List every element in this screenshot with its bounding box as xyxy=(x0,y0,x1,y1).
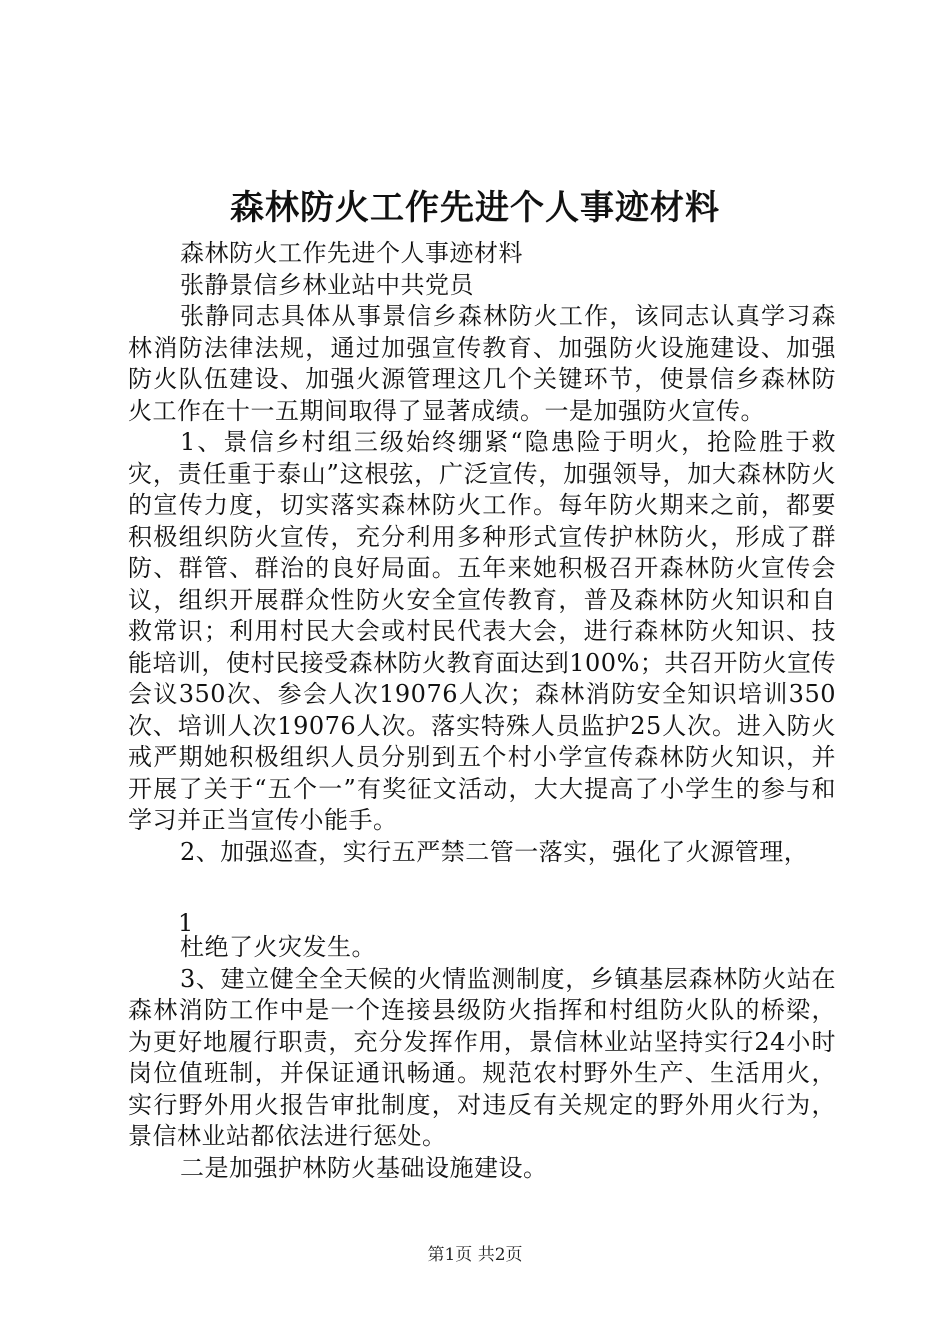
body-text-part2 xyxy=(128,932,836,1184)
paragraph-subtitle: 森林防火工作先进个人事迹材料 xyxy=(180,239,523,267)
paragraph-continuation: 杜绝了火灾发生。 xyxy=(180,933,376,961)
paragraph-author: 张静景信乡林业站中共党员 xyxy=(180,270,474,299)
inline-page-number: 1 xyxy=(178,909,194,937)
body-text-part1 xyxy=(128,238,836,868)
paragraph-section-2: 二是加强护林防火基础设施建设。 xyxy=(180,1153,548,1182)
paragraph-item-3: 3、建立健全全天候的火情监测制度，乡镇基层森林防火站在森林消防工作中是一个连接县级防火指挥和村组防火队的桥梁，为更好地履行职责，充分发挥作用，景信林业站坚持实行24小时岗位值班制，并保证通讯畅通。规范农村野外生产、生活用火，实行野外用火报告审批制度，对违反有关规定的野外用火行为，景信林业站都依法进行惩处。 xyxy=(128,964,836,1150)
paragraph-intro: 张静同志具体从事景信乡森林防火工作，该同志认真学习森林消防法律法规，通过加强宣传教育、加强防火设施建设、加强防火队伍建设、加强火源管理这几个关键环节，使景信乡森林防火工作在十一五期间取得了显著成绩。一是加强防火宣传。 xyxy=(128,302,836,425)
paragraph-item-1: 1、景信乡村组三级始终绷紧“隐患险于明火，抢险胜于救灾，责任重于泰山”这根弦，广泛宣传，加强领导，加大森林防火的宣传力度，切实落实森林防火工作。每年防火期来之前，都要积极组织防火宣传，充分利用多种形式宣传护林防火，形成了群防、群管、群治的良好局面。五年来她积极召开森林防火宣传会议，组织开展群众性防火安全宣传教育，普及森林防火知识和自救常识；利用村民大会或村民代表大会，进行森林防火知识、技能培训，使村民接受森林防火教育面达到100%；共召开防火宣传会议350次、参会人次19076人次；森林消防安全知识培训350次、培训人次19076人次。落实特殊人员监护25人次。进入防火戒严期她积极组织人员分别到五个村小学宣传森林防火知识，并开展了关于“五个一”有奖征文活动，大大提高了小学生的参与和学习并正当宣传小能手。 xyxy=(128,428,836,834)
paragraph-item-2: 2、加强巡查，实行五严禁二管一落实，强化了火源管理， xyxy=(180,837,809,866)
page-footer: 第1页 共2页 xyxy=(427,1245,523,1265)
document-title: 森林防火工作先进个人事迹材料 xyxy=(230,188,720,228)
